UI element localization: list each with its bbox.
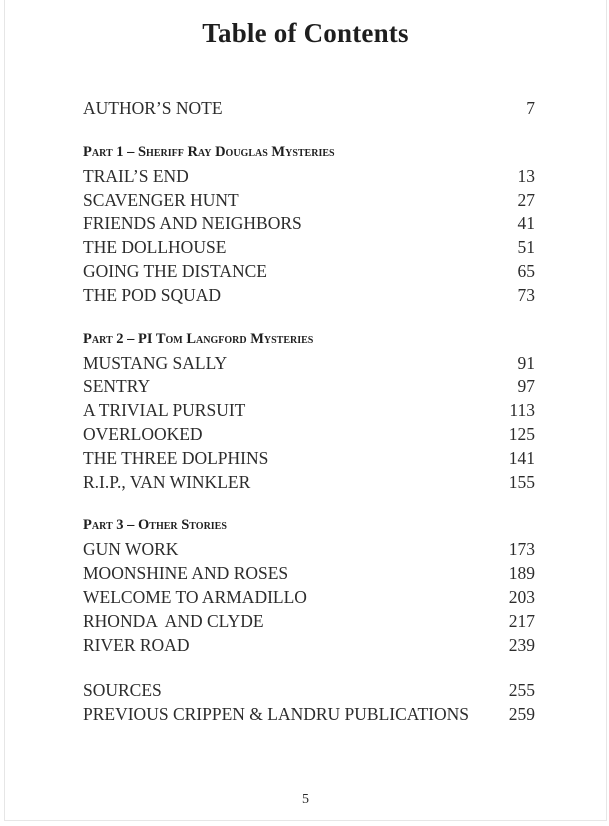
toc-entry-label: WELCOME TO ARMADILLO [83, 586, 307, 607]
toc-entry [83, 260, 535, 284]
toc-entry-page: 217 [508, 610, 535, 631]
toc-entry [83, 352, 535, 376]
toc-entry-label: SOURCES [83, 680, 162, 701]
toc-entry [83, 471, 535, 495]
toc-entry-page: 239 [508, 634, 535, 655]
toc-entry-label: A TRIVIAL PURSUIT [83, 400, 246, 421]
toc-entry-previous-publications [83, 703, 535, 727]
toc-entry [83, 634, 535, 658]
table-of-contents [83, 97, 535, 727]
section-heading-part-3: Part 3 – Other Stories [83, 517, 227, 534]
toc-entry [83, 212, 535, 236]
page-title: Table of Contents [202, 18, 409, 48]
toc-entry-label: MOONSHINE AND ROSES [83, 563, 289, 584]
toc-entry-page: 173 [508, 539, 535, 560]
toc-entry [83, 610, 535, 634]
toc-entry-label: MUSTANG SALLY [83, 352, 228, 373]
toc-entry-label: RHONDA AND CLYDE [83, 610, 264, 631]
spacer [83, 657, 535, 679]
section-heading-part-2: Part 2 – PI Tom Langford Mysteries [83, 330, 314, 347]
toc-entry [83, 189, 535, 213]
toc-entry-page: 73 [517, 284, 535, 305]
toc-entry [83, 423, 535, 447]
toc-entry-page: 259 [508, 704, 535, 725]
toc-entry-label: THE POD SQUAD [83, 284, 222, 305]
toc-entry-authors-note [83, 97, 535, 121]
toc-entry-page: 7 [526, 98, 535, 118]
toc-entry-label: AUTHOR’S NOTE [83, 98, 223, 118]
toc-entry-page: 255 [508, 680, 535, 701]
toc-entry-label: OVERLOOKED [83, 423, 203, 444]
toc-entry-label: GOING THE DISTANCE [83, 260, 267, 281]
toc-entry-page: 13 [517, 165, 535, 186]
page-number: 5 [302, 792, 309, 807]
toc-entry-label: SENTRY [83, 376, 151, 397]
toc-entry-label: PREVIOUS CRIPPEN & LANDRU PUBLICATIONS [83, 704, 470, 725]
section-heading-part-1: Part 1 – Sheriff Ray Douglas Mysteries [83, 143, 335, 160]
toc-entry-page: 141 [508, 447, 535, 468]
toc-entry-label: THE THREE DOLPHINS [83, 447, 269, 468]
toc-entry-page: 97 [517, 376, 535, 397]
toc-entry [83, 165, 535, 189]
toc-entry-label: GUN WORK [83, 539, 179, 560]
toc-entry [83, 586, 535, 610]
toc-entry-page: 155 [508, 471, 535, 492]
toc-entry-page: 113 [509, 400, 535, 421]
toc-entry [83, 538, 535, 562]
toc-entry-page: 91 [517, 352, 535, 373]
toc-entry-page: 41 [517, 213, 535, 234]
toc-entry [83, 236, 535, 260]
toc-entry-label: TRAIL’S END [83, 165, 189, 186]
toc-entry-page: 125 [508, 423, 535, 444]
toc-entry [83, 399, 535, 423]
toc-entry [83, 375, 535, 399]
toc-entry-label: FRIENDS AND NEIGHBORS [83, 213, 302, 234]
toc-entry-sources [83, 679, 535, 703]
toc-entry [83, 447, 535, 471]
toc-entry [83, 562, 535, 586]
toc-entry-page: 27 [517, 189, 535, 210]
toc-entry-label: THE DOLLHOUSE [83, 237, 227, 258]
toc-entry-label: R.I.P., VAN WINKLER [83, 471, 251, 492]
book-page [4, 0, 607, 821]
toc-entry [83, 284, 535, 308]
toc-entry-page: 51 [517, 237, 535, 258]
toc-entry-label: SCAVENGER HUNT [83, 189, 239, 210]
toc-entry-page: 189 [508, 563, 535, 584]
toc-entry-label: RIVER ROAD [83, 634, 190, 655]
toc-entry-page: 203 [508, 586, 535, 607]
toc-entry-page: 65 [517, 260, 535, 281]
